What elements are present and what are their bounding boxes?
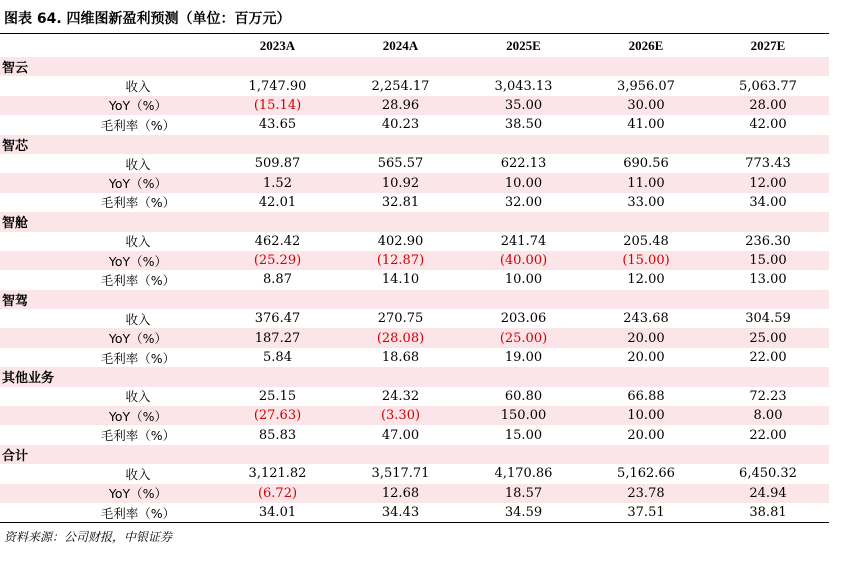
value-cell: 38.81	[749, 505, 787, 521]
row-label: 毛利率（%）	[100, 350, 176, 366]
header-cell: 2024A	[382, 38, 419, 53]
table-row	[0, 251, 829, 270]
row-label: YoY（%）	[0, 406, 216, 425]
value-cell: 34.43	[381, 505, 420, 521]
row-label: 毛利率（%）	[100, 272, 176, 288]
row-label: 收入	[125, 389, 151, 405]
table-row	[0, 425, 829, 444]
value-cell: 32.00	[504, 194, 543, 210]
section-row	[0, 57, 829, 76]
value-cell: 5.84	[263, 350, 292, 366]
bottom-rule	[0, 522, 829, 523]
value-cell: 376.47	[254, 311, 301, 327]
table-body	[0, 57, 829, 522]
header-row	[0, 35, 829, 57]
value-cell: 18.57	[462, 484, 585, 503]
section-row	[0, 367, 829, 386]
value-cell: 203.06	[500, 311, 547, 327]
table-row	[0, 484, 829, 503]
value-cell: 40.23	[381, 117, 420, 133]
value-cell: 35.00	[462, 96, 585, 115]
value-cell: 565.57	[377, 156, 424, 172]
value-cell: 10.92	[339, 173, 462, 192]
row-label: 收入	[125, 466, 151, 482]
value-cell: 13.00	[749, 272, 787, 288]
value-cell: (3.30)	[339, 406, 462, 425]
value-cell: 34.00	[749, 194, 787, 210]
row-label: YoY（%）	[0, 484, 216, 503]
section-label: 智驾	[0, 290, 829, 309]
value-cell: 15.00	[504, 427, 543, 443]
value-cell: 509.87	[254, 156, 301, 172]
value-cell: 33.00	[627, 194, 665, 210]
value-cell: 3,121.82	[248, 466, 307, 482]
row-label: YoY（%）	[0, 96, 216, 115]
value-cell: 37.51	[627, 505, 665, 521]
value-cell: 34.01	[258, 505, 297, 521]
value-cell: 402.90	[377, 233, 424, 249]
row-label: YoY（%）	[0, 251, 216, 270]
value-cell: 304.59	[745, 311, 791, 327]
value-cell: 19.00	[504, 350, 543, 366]
source-note: 资料来源：公司财报，中银证券	[4, 530, 173, 544]
value-cell: 25.00	[707, 328, 829, 347]
value-cell: 12.00	[707, 173, 829, 192]
value-cell: 18.68	[381, 350, 420, 366]
row-label: 毛利率（%）	[100, 428, 176, 444]
value-cell: 622.13	[500, 156, 547, 172]
forecast-table	[0, 35, 829, 522]
value-cell: 8.00	[707, 406, 829, 425]
value-cell: 243.68	[623, 311, 669, 327]
table-row	[0, 115, 829, 134]
value-cell: 10.00	[585, 406, 707, 425]
value-cell: 462.42	[254, 233, 301, 249]
value-cell: 23.78	[585, 484, 707, 503]
value-cell: 20.00	[627, 427, 665, 443]
value-cell: 187.27	[216, 328, 339, 347]
value-cell: 12.68	[339, 484, 462, 503]
value-cell: 72.23	[749, 388, 787, 404]
value-cell: 66.88	[627, 388, 665, 404]
value-cell: 41.00	[627, 117, 665, 133]
table-row	[0, 154, 829, 173]
value-cell: 3,517.71	[371, 466, 430, 482]
value-cell: 34.59	[504, 505, 543, 521]
value-cell: (12.87)	[339, 251, 462, 270]
top-rule	[0, 33, 829, 34]
header-cell: 2025E	[506, 38, 541, 53]
value-cell: (15.00)	[585, 251, 707, 270]
table-row	[0, 348, 829, 367]
section-label: 合计	[0, 445, 829, 464]
table-row	[0, 270, 829, 289]
value-cell: 10.00	[462, 173, 585, 192]
value-cell: (28.08)	[339, 328, 462, 347]
value-cell: 42.00	[749, 117, 787, 133]
table-row	[0, 503, 829, 522]
value-cell: (25.00)	[462, 328, 585, 347]
value-cell: 205.48	[623, 233, 669, 249]
value-cell: 2,254.17	[371, 78, 430, 94]
row-label: YoY（%）	[0, 173, 216, 192]
value-cell: 150.00	[462, 406, 585, 425]
value-cell: 28.96	[339, 96, 462, 115]
table-row	[0, 464, 829, 483]
row-label: 毛利率（%）	[100, 195, 176, 211]
value-cell: 4,170.86	[494, 466, 553, 482]
value-cell: (25.29)	[216, 251, 339, 270]
value-cell: 32.81	[381, 194, 420, 210]
value-cell: 5,162.66	[617, 466, 675, 482]
value-cell: 3,043.13	[494, 78, 553, 94]
section-row	[0, 135, 829, 154]
value-cell: 24.94	[707, 484, 829, 503]
header-cell	[0, 35, 216, 57]
value-cell: 22.00	[749, 350, 787, 366]
value-cell: 47.00	[381, 427, 420, 443]
row-label: 收入	[125, 311, 151, 327]
row-label: 收入	[125, 79, 151, 95]
table-row	[0, 193, 829, 212]
value-cell: 270.75	[377, 311, 424, 327]
figure-title: 图表 64. 四维图新盈利预测（单位：百万元）	[4, 11, 291, 27]
section-label: 智芯	[0, 135, 829, 154]
value-cell: (40.00)	[462, 251, 585, 270]
value-cell: 24.32	[381, 388, 420, 404]
value-cell: 22.00	[749, 427, 787, 443]
value-cell: 25.15	[258, 388, 297, 404]
table-row	[0, 232, 829, 251]
value-cell: (6.72)	[216, 484, 339, 503]
value-cell: 8.87	[263, 272, 292, 288]
value-cell: 85.83	[258, 427, 297, 443]
value-cell: 28.00	[707, 96, 829, 115]
value-cell: (15.14)	[216, 96, 339, 115]
table-row	[0, 173, 829, 192]
table-row	[0, 406, 829, 425]
header-cell: 2027E	[750, 38, 786, 53]
value-cell: 773.43	[745, 156, 791, 172]
section-row	[0, 445, 829, 464]
value-cell: 38.50	[504, 117, 543, 133]
value-cell: 1,747.90	[248, 78, 307, 94]
row-label: 毛利率（%）	[100, 505, 176, 521]
value-cell: 42.01	[258, 194, 297, 210]
value-cell: 12.00	[627, 272, 665, 288]
table-row	[0, 309, 829, 328]
value-cell: 30.00	[585, 96, 707, 115]
value-cell: 236.30	[745, 233, 791, 249]
value-cell: 3,956.07	[617, 78, 675, 94]
value-cell: 5,063.77	[739, 78, 797, 94]
value-cell: 241.74	[500, 233, 547, 249]
value-cell: 15.00	[707, 251, 829, 270]
value-cell: 1.52	[216, 173, 339, 192]
value-cell: (27.63)	[216, 406, 339, 425]
value-cell: 43.65	[258, 117, 297, 133]
section-label: 智云	[0, 57, 829, 76]
value-cell: 14.10	[381, 272, 420, 288]
value-cell: 690.56	[623, 156, 669, 172]
value-cell: 11.00	[585, 173, 707, 192]
value-cell: 20.00	[585, 328, 707, 347]
row-label: 毛利率（%）	[100, 117, 176, 133]
row-label: YoY（%）	[0, 328, 216, 347]
value-cell: 60.80	[504, 388, 543, 404]
value-cell: 20.00	[627, 350, 665, 366]
table-row	[0, 96, 829, 115]
value-cell: 6,450.32	[739, 466, 797, 482]
header-cell: 2023A	[259, 38, 296, 53]
section-label: 其他业务	[0, 367, 829, 386]
section-row	[0, 290, 829, 309]
row-label: 收入	[125, 234, 151, 250]
table-row	[0, 387, 829, 406]
table-row	[0, 76, 829, 95]
table-row	[0, 328, 829, 347]
value-cell: 10.00	[504, 272, 543, 288]
row-label: 收入	[125, 156, 151, 172]
section-label: 智舱	[0, 212, 829, 231]
header-cell: 2026E	[628, 38, 664, 53]
section-row	[0, 212, 829, 231]
